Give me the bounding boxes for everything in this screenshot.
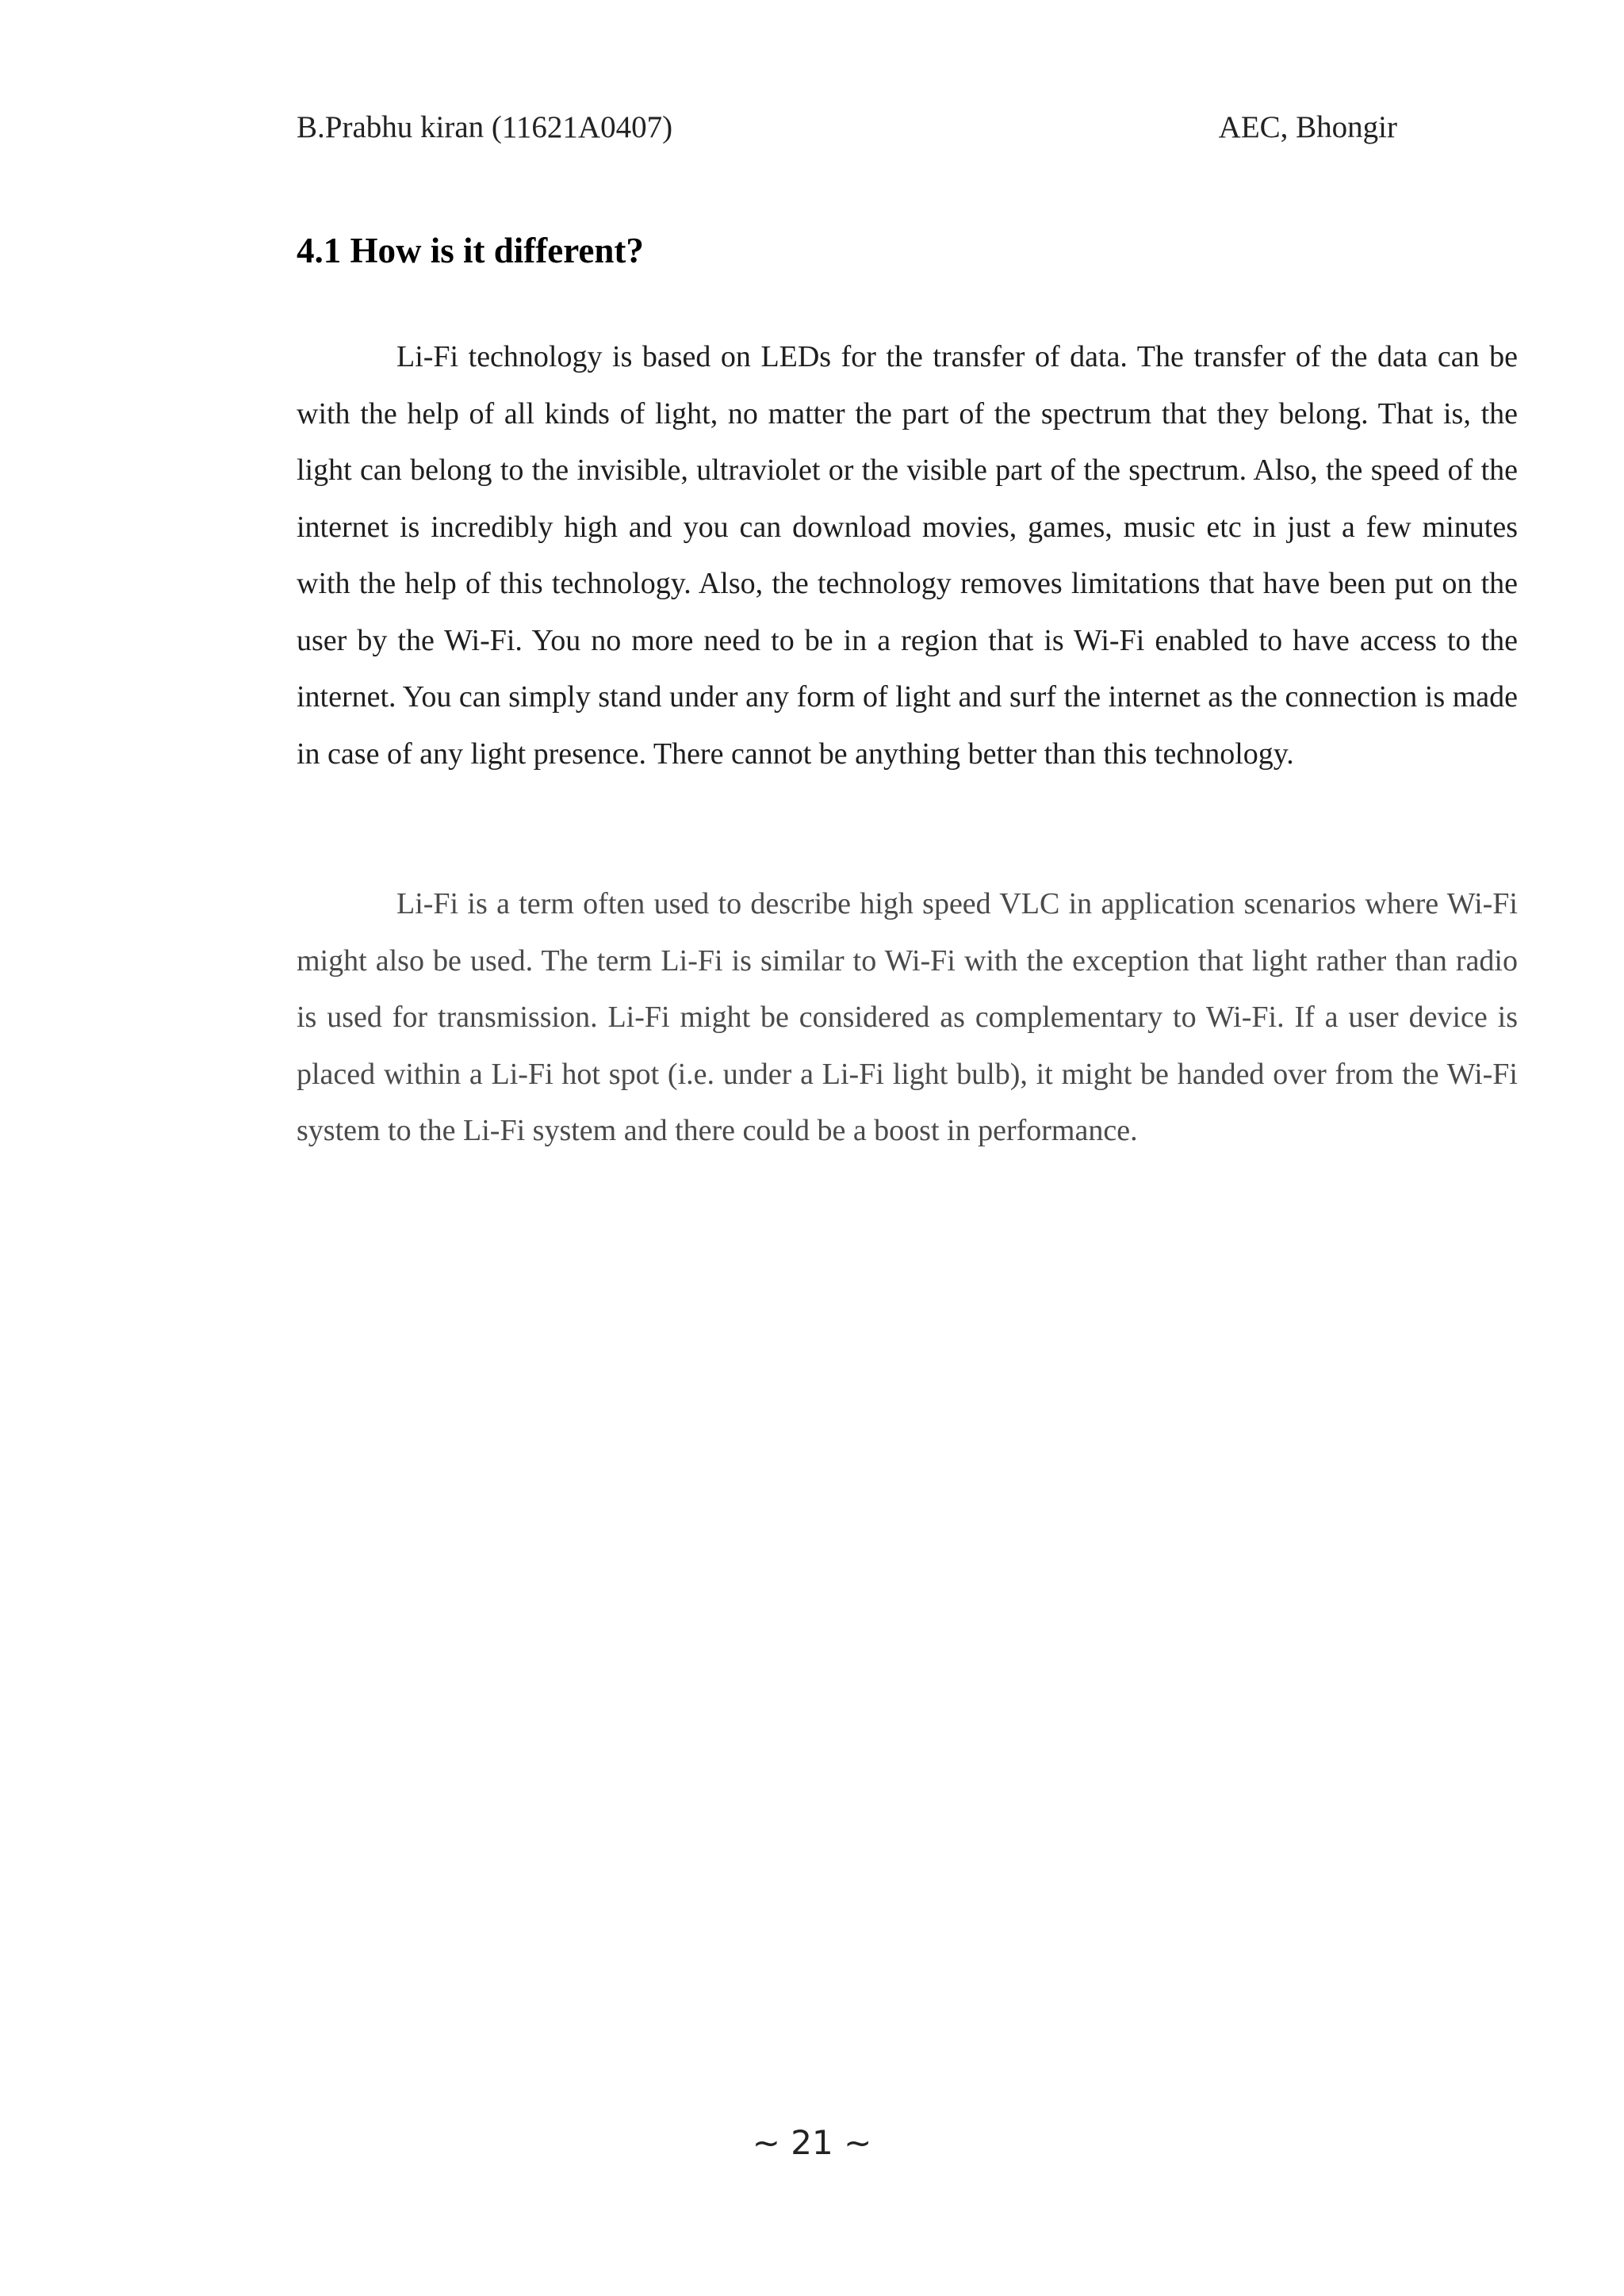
paragraph-lifi-technology: Li-Fi technology is based on LEDs for the transfer of data. The transfer of the data can be with the help of all kinds of light, no matter the part of the spectrum that they belong. That is, the light can belong to the invisible, ultraviolet or the visible part of the spectrum. Also, the speed of the internet is incredibly high and you can download movies, games, music etc in just a few minutes with the help of this technology. Also, the technology removes limitations that have been put on the user by the Wi-Fi. You no more need to be in a region that is Wi-Fi enabled to have access to the internet. You can simply stand under any form of light and surf the internet as the connection is made in case of any light presence. There cannot be anything better than this technology.	[297, 340, 1518, 771]
header-institution: AEC, Bhongir	[1218, 110, 1397, 144]
header-author: B.Prabhu kiran (11621A0407)	[297, 110, 673, 144]
paragraph-lifi-term: Li-Fi is a term often used to describe high speed VLC in application scenarios where Wi-Fi might also be used. The term Li-Fi is similar to Wi-Fi with the exception that light rather than radio is used for transmission. Li-Fi might be considered as complementary to Wi-Fi. If a user device is placed within a Li-Fi hot spot (i.e. under a Li-Fi light bulb), it might be handed over from the Wi-Fi system to the Li-Fi system and there could be a boost in performance.	[297, 887, 1518, 1147]
section-title: 4.1 How is it different?	[297, 231, 644, 270]
page-number: ~ 21 ~	[752, 2123, 872, 2162]
